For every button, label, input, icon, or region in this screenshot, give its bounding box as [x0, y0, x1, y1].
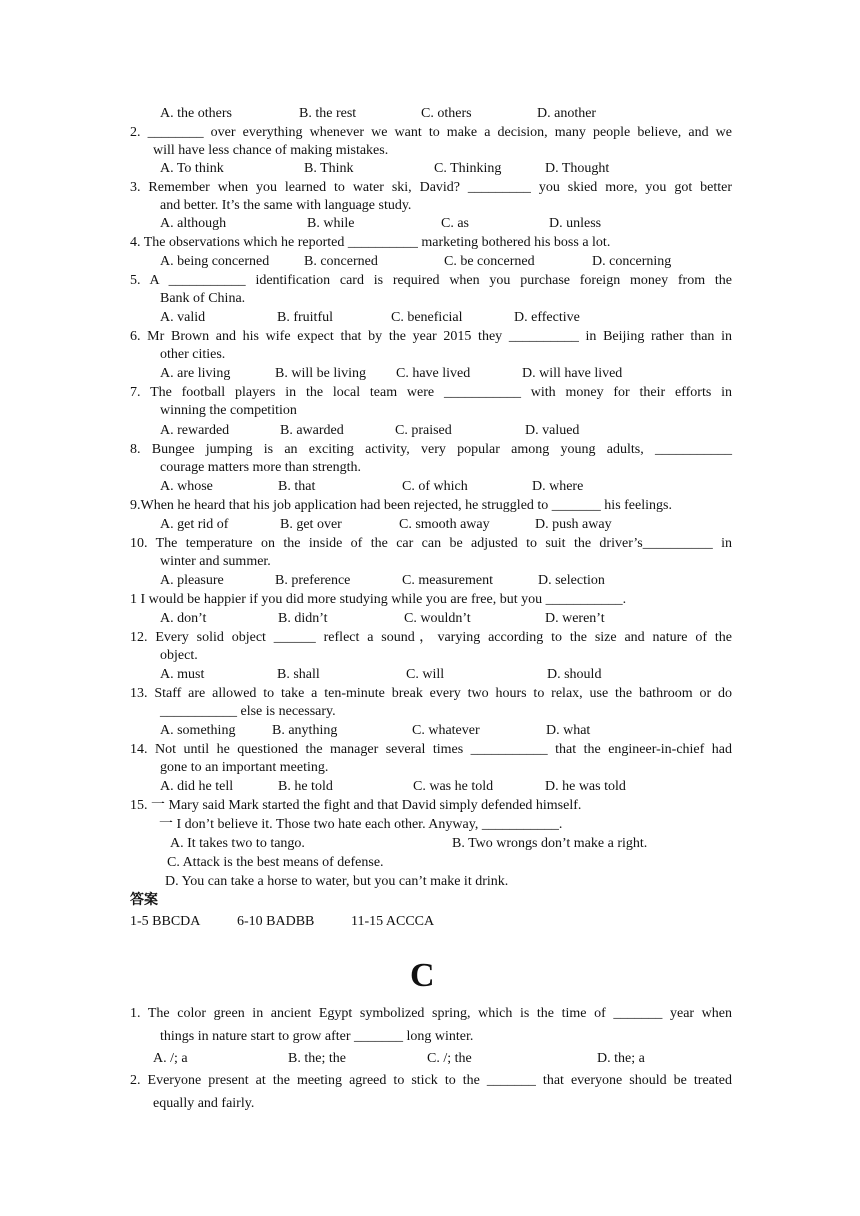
q5-option-b: B. fruitful: [277, 310, 333, 325]
q14-stem: 14. Not until he questioned the manager several times ___________ that the engineer-in-chief had: [130, 742, 732, 757]
answers-group-2: 6-10 BADBB: [237, 914, 315, 929]
q4-stem: 4. The observations which he reported __________ marketing bothered his boss a lot.: [130, 235, 611, 250]
q1-option-c: C. others: [421, 106, 472, 121]
q5-option-d: D. effective: [514, 310, 580, 325]
q3-stem: 3. Remember when you learned to water ski, David? _________ you skied more, you got better: [130, 180, 732, 195]
q3-option-a: A. although: [160, 216, 227, 231]
q12-stem-cont: object.: [160, 648, 198, 663]
q13-option-b: B. anything: [272, 723, 338, 738]
q9-option-b: B. get over: [280, 517, 342, 532]
q2-option-a: A. To think: [160, 161, 224, 176]
q10-option-a: A. pleasure: [160, 573, 224, 588]
q12-stem: 12. Every solid object ______ reflect a sound，varying according to the size and nature of the: [130, 630, 732, 645]
q11-option-a: A. don’t: [160, 611, 207, 626]
q12-option-a: A. must: [160, 667, 205, 682]
q3-stem-cont: and better. It’s the same with language study.: [160, 198, 412, 213]
q3-option-c: C. as: [441, 216, 469, 231]
q4-option-c: C. be concerned: [444, 254, 535, 269]
q1-option-b: B. the rest: [299, 106, 357, 121]
q15-option-d: D. You can take a horse to water, but you can’t make it drink.: [165, 874, 509, 889]
q6-option-c: C. have lived: [396, 366, 471, 381]
q11-stem: 1 I would be happier if you did more studying while you are free, but you ___________.: [130, 592, 627, 607]
q5-stem-cont: Bank of China.: [160, 291, 246, 306]
q8-option-d: D. where: [532, 479, 584, 494]
q12-option-c: C. will: [406, 667, 445, 682]
q2-option-b: B. Think: [304, 161, 354, 176]
q13-stem-cont: ___________ else is necessary.: [160, 704, 336, 719]
q4-option-b: B. concerned: [304, 254, 378, 269]
q15-option-b: B. Two wrongs don’t make a right.: [452, 836, 648, 851]
q13-option-c: C. whatever: [412, 723, 480, 738]
q9-option-c: C. smooth away: [399, 517, 490, 532]
q14-option-d: D. he was told: [545, 779, 626, 794]
q2-stem: 2. ________ over everything whenever we want to make a decision, many people believe, and we: [130, 125, 732, 140]
q12-option-b: B. shall: [277, 667, 320, 682]
q10-option-b: B. preference: [275, 573, 351, 588]
c-q1-option-c: C. /; the: [427, 1051, 472, 1066]
q7-option-a: A. rewarded: [160, 423, 230, 438]
q15-stem-reply: 一 I don’t believe it. Those two hate each other. Anyway, ___________.: [159, 817, 563, 832]
q7-option-c: C. praised: [395, 423, 452, 438]
q6-option-a: A. are living: [160, 366, 231, 381]
q13-option-a: A. something: [160, 723, 236, 738]
q10-stem: 10. The temperature on the inside of the car can be adjusted to suit the driver’s__________ in: [130, 536, 732, 551]
q7-stem: 7. The football players in the local team were ___________ with money for their efforts in: [130, 385, 732, 400]
q14-option-b: B. he told: [278, 779, 333, 794]
section-c-heading: C: [410, 957, 435, 994]
q2-stem-cont: will have less chance of making mistakes.: [153, 143, 389, 158]
q13-stem: 13. Staff are allowed to take a ten-minute break every two hours to relax, use the bathroom or do: [130, 686, 732, 701]
c-q1-option-b: B. the; the: [288, 1051, 346, 1066]
q8-stem: 8. Bungee jumping is an exciting activity, very popular among young adults, ___________: [130, 442, 732, 457]
q9-stem: 9.When he heard that his job application had been rejected, he struggled to _______ his feelings.: [130, 498, 672, 513]
q3-option-b: B. while: [307, 216, 355, 231]
q11-option-d: D. weren’t: [545, 611, 605, 626]
q9-option-d: D. push away: [535, 517, 612, 532]
q15-option-a: A. It takes two to tango.: [170, 836, 305, 851]
answers-heading: 答案: [130, 893, 158, 908]
q1-option-a: A. the others: [160, 106, 232, 121]
q10-option-c: C. measurement: [402, 573, 493, 588]
q2-option-d: D. Thought: [545, 161, 610, 176]
q13-option-d: D. what: [546, 723, 591, 738]
q15-stem: 15. 一 Mary said Mark started the fight and that David simply defended himself.: [130, 798, 582, 813]
c-q1-option-d: D. the; a: [597, 1051, 645, 1066]
q5-option-c: C. beneficial: [391, 310, 463, 325]
q8-stem-cont: courage matters more than strength.: [160, 460, 361, 475]
q10-stem-cont: winter and summer.: [160, 554, 271, 569]
c-q1-stem: 1. The color green in ancient Egypt symbolized spring, which is the time of _______ year when: [130, 1006, 732, 1021]
q14-option-c: C. was he told: [413, 779, 494, 794]
c-q1-option-a: A. /; a: [153, 1051, 188, 1066]
q4-option-d: D. concerning: [592, 254, 672, 269]
q1-option-d: D. another: [537, 106, 597, 121]
q10-option-d: D. selection: [538, 573, 605, 588]
q6-option-b: B. will be living: [275, 366, 366, 381]
q8-option-b: B. that: [278, 479, 316, 494]
q7-stem-cont: winning the competition: [160, 403, 297, 418]
c-q2-stem-cont: equally and fairly.: [153, 1096, 255, 1111]
q6-option-d: D. will have lived: [522, 366, 623, 381]
q14-stem-cont: gone to an important meeting.: [160, 760, 329, 775]
q9-option-a: A. get rid of: [160, 517, 229, 532]
q8-option-a: A. whose: [160, 479, 213, 494]
q7-option-d: D. valued: [525, 423, 580, 438]
q3-option-d: D. unless: [549, 216, 602, 231]
q4-option-a: A. being concerned: [160, 254, 270, 269]
q5-option-a: A. valid: [160, 310, 206, 325]
q6-stem: 6. Mr Brown and his wife expect that by the year 2015 they __________ in Beijing rather than in: [130, 329, 732, 344]
q14-option-a: A. did he tell: [160, 779, 234, 794]
c-q2-stem: 2. Everyone present at the meeting agreed to stick to the _______ that everyone should be treated: [130, 1073, 732, 1088]
q2-option-c: C. Thinking: [434, 161, 502, 176]
q7-option-b: B. awarded: [280, 423, 344, 438]
answers-group-3: 11-15 ACCCA: [351, 914, 435, 929]
c-q1-stem-cont: things in nature start to grow after _______ long winter.: [160, 1029, 474, 1044]
answers-group-1: 1-5 BBCDA: [130, 914, 201, 929]
q5-stem: 5. A ___________ identification card is required when you purchase foreign money from the: [130, 273, 732, 288]
q6-stem-cont: other cities.: [160, 347, 226, 362]
q12-option-d: D. should: [547, 667, 602, 682]
q8-option-c: C. of which: [402, 479, 468, 494]
q15-option-c: C. Attack is the best means of defense.: [167, 855, 384, 870]
q11-option-b: B. didn’t: [278, 611, 328, 626]
q11-option-c: C. wouldn’t: [404, 611, 471, 626]
